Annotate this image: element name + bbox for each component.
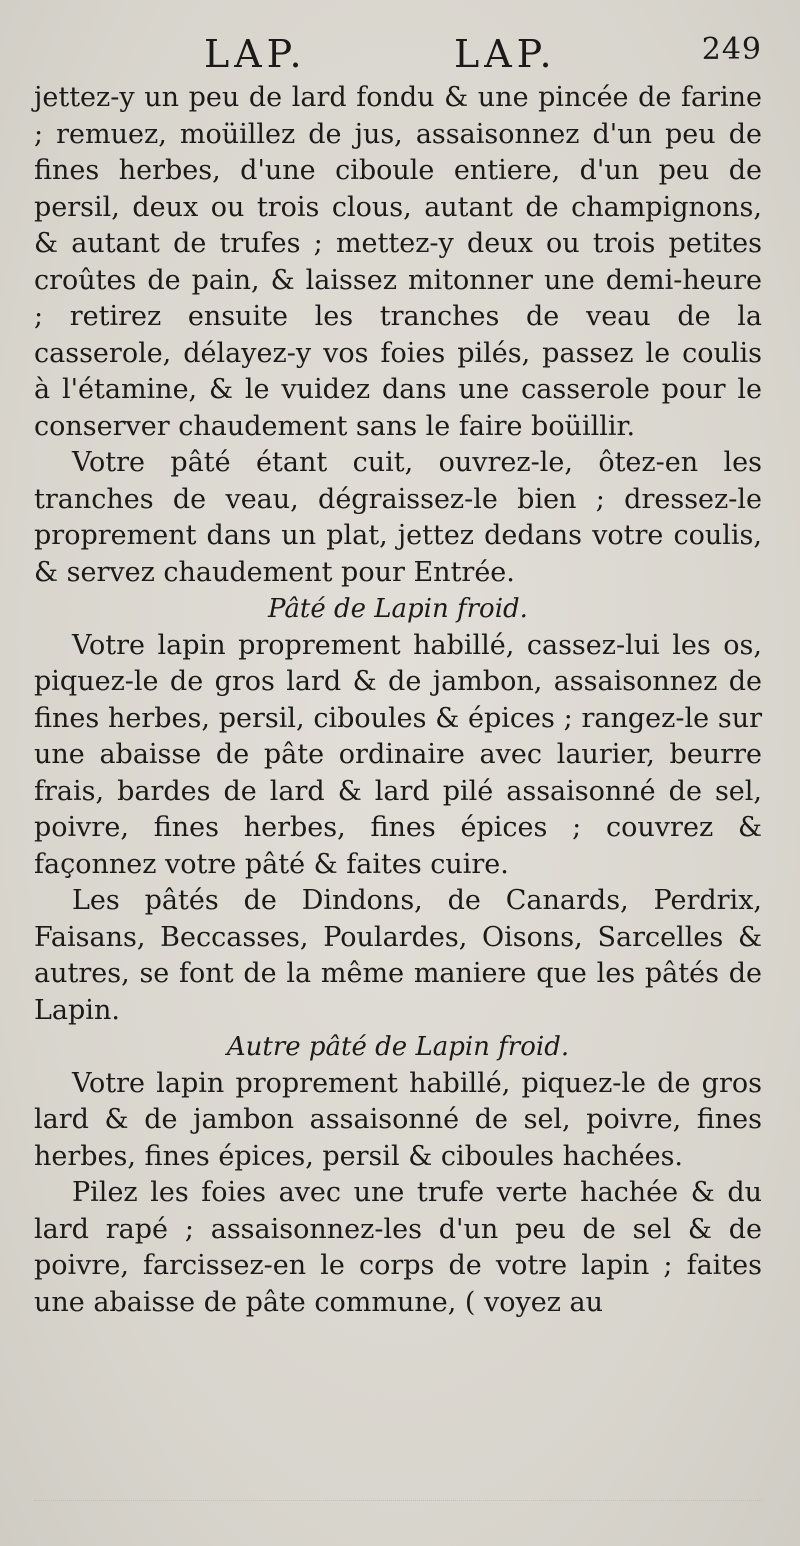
section-title: Pâté de Lapin froid.	[268, 594, 528, 624]
bleed-through-line	[34, 1500, 762, 1507]
paragraph: Pilez les foies avec une trufe verte hachée & du lard rapé ; assaisonnez-les d'un peu de sel & de poivre, farcissez-en le corps de votre lapin ; faites une abaisse de pâte commune, ( voyez au	[34, 1177, 762, 1318]
paragraph: Votre pâté étant cuit, ouvrez-le, ôtez-en les tranches de veau, dégraissez-le bien ; dressez-le proprement dans un plat, jettez dedans votre coulis, & servez chaudement pour Entrée.	[34, 447, 762, 588]
paragraph: Votre lapin proprement habillé, cassez-lui les os, piquez-le de gros lard & de jambon, assaisonnez de fines herbes, persil, ciboules & épices ; rangez-le sur une abaisse de pâte ordinaire avec laurier, beurre frais, bardes de lard & lard pilé assaisonné de sel, poivre, fines herbes, fines épices ; couvrez & façonnez votre pâté & faites cuire.	[34, 629, 762, 880]
section-title: Autre pâté de Lapin froid.	[226, 1032, 570, 1062]
paragraph: Votre lapin proprement habillé, piquez-le de gros lard & de jambon assaisonné de sel, poivre, fines herbes, fines épices, persil & ciboules hachées.	[34, 1067, 762, 1172]
paragraph: Les pâtés de Dindons, de Canards, Perdrix, Faisans, Beccasses, Poulardes, Oisons, Sarcelles & autres, se font de la même maniere que les pâtés de Lapin.	[34, 885, 762, 1026]
page-number: 249	[701, 32, 762, 67]
page-body	[34, 80, 762, 1321]
header-left: LAP.	[204, 32, 307, 76]
header-center: LAP.	[454, 32, 557, 76]
paragraph: jettez-y un peu de lard fondu & une pincée de farine ; remuez, moüillez de jus, assaisonnez d'un peu de fines herbes, d'une ciboule entiere, d'un peu de persil, deux ou trois clous, autant de champignons, & autant de trufes ; mettez-y deux ou trois petites croûtes de pain, & laissez mitonner une demi-heure ; retirez ensuite les tranches de veau de la casserole, délayez-y vos foies pilés, passez le coulis à l'étamine, & le vuidez dans une casserole pour le conserver chaudement sans le faire boüillir.	[34, 82, 762, 442]
running-header	[34, 22, 762, 80]
